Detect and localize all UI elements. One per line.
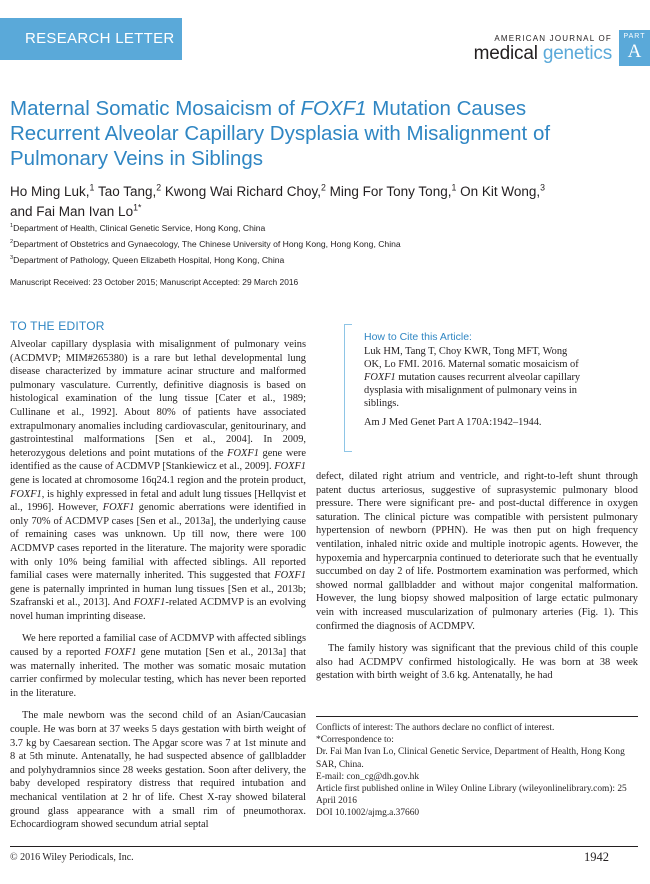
paragraph: We here reported a familial case of ACDMVP with affected siblings caused by a reported FOXF1 gene mutation [Sen et al., 2013a] that was maternally inherited. The mother was somatic mosaic mutation carrier confirmed by molecular testing, which has never been reported in the literature. <box>10 633 306 699</box>
correspondence-email[interactable]: E-mail: con_cg@dh.gov.hk <box>316 771 420 782</box>
correspondence-address: Dr. Fai Man Ivan Lo, Clinical Genetic Service, Department of Health, Hong Kong SAR, China. <box>316 747 625 770</box>
part-letter: A <box>627 41 642 62</box>
affiliation-1: $^1$Department of Health, Clinical Genetic Service, Hong Kong, China <box>10 223 266 233</box>
part-label: PART <box>623 33 646 40</box>
citation-bracket-top <box>344 324 352 325</box>
paragraph: defect, dilated right atrium and ventricle, and right-to-left shunt through patent ductus arteriosus, suggestive of suprasystemic pulmonary blood pressure. There were significant pre- and post-ductal difference in oxygen saturation. The clinical picture was compatible with persistent pulmonary hypertension of newborn (PPHN). He was then put on high frequency ventilation, inhaled nitric oxide and multiple inotropic agents. However, the hypoxemia and hypercarpnia continued to deteriorate such that he eventually succumbed on day 2 of life. Postmortem examination was performed, which showed normal gallbladder and without major congenital malformation. However, the lung biopsy showed malposition of large ectatic pulmonary vein with increased muscularization of pulmonary arteries (Fig. 1). This confirmed the diagnosis of ACDMPV. <box>316 471 638 632</box>
doi[interactable]: DOI 10.1002/ajmg.a.37660 <box>316 808 420 819</box>
author-name: Tao Tang, <box>97 184 157 199</box>
citation-text: Luk HM, Tang T, Choy KWR, Tong MFT, Wong OK, Lo FMI. 2016. Maternal somatic mosaicism of FOXF1 mutation causes recurrent alveolar capillary dysplasia with misalignment of pulmonary veins in siblings. <box>364 346 581 409</box>
affiliation-2: $^2$Department of Obstetrics and Gynaecology, The Chinese University of Hong Kong, Hong Kong, China <box>10 239 401 249</box>
body-column-right <box>316 470 638 692</box>
article-type-banner: RESEARCH LETTER <box>0 18 182 60</box>
article-title: Maternal Somatic Mosaicism of FOXF1 Mutation Causes Recurrent Alveolar Capillary Dysplasia with Misalignment of Pulmonary Veins in Siblings <box>10 97 551 170</box>
author-list <box>10 182 570 222</box>
author-name: Ho Ming Luk, <box>10 184 90 199</box>
conflicts-note: Conflicts of interest: The authors declare no conflict of interest. <box>316 723 555 733</box>
journal-logo <box>466 34 612 65</box>
manuscript-dates: Manuscript Received: 23 October 2015; Manuscript Accepted: 29 March 2016 <box>10 277 299 287</box>
author-name: Ming For Tony Tong, <box>329 184 452 199</box>
citation-body <box>364 345 582 435</box>
author-affiliation-mark: 1 <box>89 182 95 193</box>
journal-logo-big: medical genetics <box>473 43 612 64</box>
author-name: Kwong Wai Richard Choy, <box>164 184 321 199</box>
citation-box <box>344 316 634 452</box>
author-affiliation-mark: 1* <box>133 202 142 213</box>
citation-bracket-bottom <box>344 451 352 452</box>
part-badge <box>619 30 650 66</box>
author-name: On Kit Wong, <box>460 184 541 199</box>
correspondence-label: *Correspondence to: <box>316 735 394 746</box>
journal-logo-small: AMERICAN JOURNAL OF <box>494 34 612 43</box>
citation-bracket <box>344 324 345 452</box>
footer-rule <box>10 846 638 847</box>
body-column-left <box>10 338 306 841</box>
publication-note: Article first published online in Wiley Online Library (wileyonlinelibrary.com): 25 April 2016 <box>316 784 627 807</box>
footnote-rule <box>316 716 638 717</box>
paragraph: The male newborn was the second child of an Asian/Caucasian couple. He was born at 37 weeks 5 days gestation with birth weight of 3.7 kg by Caesarean section. The Apgar score was 7 at 1st minute and 8 at 5th minute. Antenatally, he had suspected absence of gallbladder and polyhydramnios since 28 weeks gestation. Soon after delivery, the baby developed respiratory distress that required intubation and mechanical ventilation at 2 hr of life. Chest X-ray showed bilateral ground glass appearance with a small rim of pneumothorax. Echocardiogram showed secundum atrial septal <box>10 710 306 831</box>
page-number: 1942 <box>584 850 609 864</box>
author-affiliation-mark: 1 <box>451 182 457 193</box>
author-affiliation-mark: 3 <box>540 182 546 193</box>
affiliation-3: $^3$Department of Pathology, Queen Elizabeth Hospital, Hong Kong, China <box>10 255 285 265</box>
citation-ref: Am J Med Genet Part A 170A:1942–1944. <box>364 417 542 428</box>
section-heading: TO THE EDITOR <box>10 319 105 333</box>
citation-heading: How to Cite this Article: <box>364 331 472 343</box>
author-name: and Fai Man Ivan Lo <box>10 204 134 219</box>
author-affiliation-mark: 2 <box>156 182 162 193</box>
paragraph: Alveolar capillary dysplasia with misalignment of pulmonary veins (ACDMVP; MIM#265380) is a rare but lethal developmental lung disease characterized by immature acinar structure and malformed pulmonary vasculature. Currently, definitive diagnosis is based on histological examination of the lung tissue [Cater et al., 1989; Cullinane et al., 1992]. About 80% of patients have associated extrapulmonary anomalies including cardiovascular, genitourinary, and gastrointestinal malformations [Sen et al., 2004]. In 2009, heterozygous deletions and point mutations of the FOXF1 gene were identified as the cause of ACDMVP [Stankiewicz et al., 2009]. FOXF1 gene is located at chromosome 16q24.1 region and the protein product, FOXF1, is highly expressed in fetal and adult lung tissues [Hellqvist et al., 1996]. However, FOXF1 genomic aberrations were identified in only 70% of ACDMVP cases [Sen et al., 2013a], the underlying cause of remaining cases was unknown. Up till now, there were 100 ACDMVP cases reported in the literature. The majority were sporadic with only 10% being familial with affected siblings. All reported familial cases were maternally inherited. This suggested that FOXF1 gene is paternally imprinted in human lung tissues [Sen et al., 2013b; Szafranski et al., 2013]. And FOXF1-related ACDMVP is an evolving novel human imprinting disease. <box>10 339 307 622</box>
footnotes <box>316 716 638 820</box>
paragraph: The family history was significant that the previous child of this couple also had ACDMPV confirmed histologically. He was born at 38 week gestation with birth weight of 3.6 kg. Antenatally, he had <box>316 643 638 682</box>
copyright: © 2016 Wiley Periodicals, Inc. <box>10 852 134 863</box>
author-affiliation-mark: 2 <box>320 182 326 193</box>
